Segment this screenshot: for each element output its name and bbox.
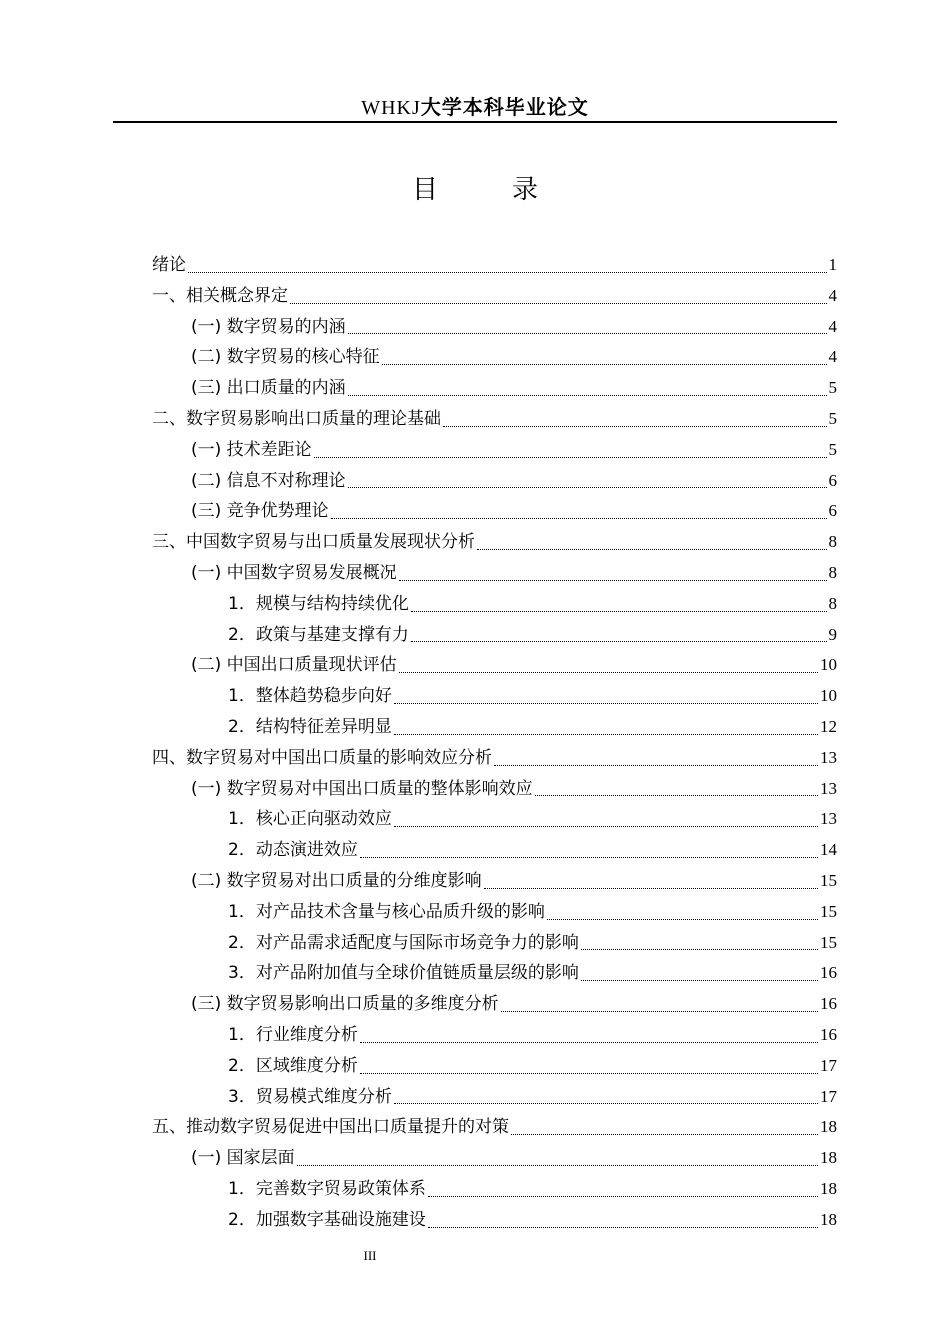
toc-entry-title: (二) 数字贸易对出口质量的分维度影响 <box>191 870 482 891</box>
dot-leader <box>297 1165 818 1166</box>
toc-entry-page: 16 <box>820 963 837 983</box>
dot-leader <box>399 580 827 581</box>
header-school-code: WHKJ <box>361 97 421 119</box>
toc-entry[interactable] <box>152 589 837 620</box>
toc-entry-page: 15 <box>820 870 837 890</box>
dot-leader <box>494 765 818 766</box>
toc-entry[interactable] <box>152 466 837 497</box>
dot-leader <box>348 395 827 396</box>
toc-entry-title: 五、推动数字贸易促进中国出口质量提升的对策 <box>152 1117 509 1138</box>
dot-leader <box>331 518 827 519</box>
toc-entry-page: 5 <box>828 378 837 398</box>
toc-entry[interactable] <box>152 558 837 589</box>
toc-entry-page: 13 <box>820 747 837 767</box>
toc-entry-title: 1．规模与结构持续优化 <box>228 593 409 614</box>
header-title: 大学本科毕业论文 <box>420 95 589 119</box>
toc-entry-title: (一) 数字贸易对中国出口质量的整体影响效应 <box>191 778 533 799</box>
toc-entry[interactable] <box>152 835 837 866</box>
toc-entry-page: 15 <box>820 901 837 921</box>
toc-entry[interactable] <box>152 373 837 404</box>
dot-leader <box>399 672 818 673</box>
toc-entry-title: 2．政策与基建支撑有力 <box>228 624 409 645</box>
toc-entry-title: (二) 信息不对称理论 <box>191 470 346 491</box>
toc-entry-page: 18 <box>820 1209 837 1229</box>
toc-entry-page: 10 <box>820 686 837 706</box>
toc-entry-title: (一) 中国数字贸易发展概况 <box>191 562 397 583</box>
toc-entry-page: 10 <box>820 655 837 675</box>
toc-entry[interactable] <box>152 312 837 343</box>
toc-entry[interactable] <box>152 404 837 435</box>
toc-entry-title: 2．区域维度分析 <box>228 1055 358 1076</box>
dot-leader <box>394 703 818 704</box>
toc-entry-page: 8 <box>828 593 837 613</box>
toc-entry-title: (二) 中国出口质量现状评估 <box>191 655 397 676</box>
toc-entry-page: 13 <box>820 809 837 829</box>
header-rule <box>113 121 837 123</box>
toc-entry-page: 5 <box>828 408 837 428</box>
dot-leader <box>428 1227 818 1228</box>
toc-entry-page: 14 <box>820 840 837 860</box>
toc-entry-page: 18 <box>820 1148 837 1168</box>
toc-entry-page: 1 <box>828 255 837 274</box>
toc-entry-page: 6 <box>828 470 837 490</box>
dot-leader <box>535 795 818 796</box>
toc-entry-page: 4 <box>828 285 837 305</box>
toc-entry-page: 4 <box>828 347 837 367</box>
toc-entry-title: 1．对产品技术含量与核心品质升级的影响 <box>228 901 545 922</box>
toc-entry-page: 17 <box>820 1086 837 1106</box>
toc-entry-title: (三) 数字贸易影响出口质量的多维度分析 <box>191 994 499 1015</box>
dot-leader <box>547 919 818 920</box>
page-number: III <box>363 1248 377 1263</box>
toc-entry[interactable] <box>152 774 837 805</box>
toc-entry[interactable] <box>152 989 837 1020</box>
toc-entry-title: 2．动态演进效应 <box>228 840 358 861</box>
dot-leader <box>394 826 818 827</box>
dot-leader <box>382 364 827 365</box>
toc-entry[interactable] <box>152 928 837 959</box>
dot-leader <box>348 487 827 488</box>
toc-entry-title: 2．加强数字基础设施建设 <box>228 1209 426 1230</box>
toc-entry-page: 12 <box>820 716 837 736</box>
toc-entry[interactable] <box>152 650 837 681</box>
toc-entry-title: 二、数字贸易影响出口质量的理论基础 <box>152 408 441 429</box>
toc-entry[interactable] <box>152 1143 837 1174</box>
toc-entry[interactable] <box>152 712 837 743</box>
toc-entry[interactable] <box>152 620 837 651</box>
toc-entry-title: 1．行业维度分析 <box>228 1024 358 1045</box>
toc-entry[interactable] <box>152 866 837 897</box>
toc-entry[interactable] <box>152 1020 837 1051</box>
dot-leader <box>348 333 827 334</box>
toc-entry-title: 四、数字贸易对中国出口质量的影响效应分析 <box>152 747 492 768</box>
toc-entry[interactable] <box>152 958 837 989</box>
toc-entry[interactable] <box>152 1051 837 1082</box>
toc-entry-title: 2．对产品需求适配度与国际市场竞争力的影响 <box>228 932 579 953</box>
toc-entry[interactable] <box>152 1205 837 1236</box>
toc-entry[interactable] <box>152 250 837 281</box>
toc-entry-title: (一) 技术差距论 <box>191 439 312 460</box>
toc-entry-page: 6 <box>828 501 837 521</box>
dot-leader <box>290 303 827 304</box>
toc-entry[interactable] <box>152 681 837 712</box>
toc-entry[interactable] <box>152 281 837 312</box>
dot-leader <box>360 857 818 858</box>
page-header <box>113 94 837 121</box>
dot-leader <box>314 457 827 458</box>
table-of-contents <box>152 250 837 1236</box>
toc-entry-title: (三) 出口质量的内涵 <box>191 378 346 399</box>
toc-entry-title: 1．核心正向驱动效应 <box>228 809 392 830</box>
toc-entry-title: 1．完善数字贸易政策体系 <box>228 1178 426 1199</box>
toc-entry-title: (三) 竞争优势理论 <box>191 501 329 522</box>
toc-entry-title: (一) 数字贸易的内涵 <box>191 316 346 337</box>
toc-entry[interactable] <box>152 1112 837 1143</box>
dot-leader <box>511 1134 818 1135</box>
dot-leader <box>188 272 827 273</box>
toc-title: 目 录 <box>411 175 562 205</box>
toc-entry-title: 2．结构特征差异明显 <box>228 716 392 737</box>
dot-leader <box>581 980 818 981</box>
toc-entry-title: 3．贸易模式维度分析 <box>228 1086 392 1107</box>
toc-entry-page: 15 <box>820 932 837 952</box>
toc-entry-title: 1．整体趋势稳步向好 <box>228 686 392 707</box>
toc-entry[interactable] <box>152 1174 837 1205</box>
toc-entry[interactable] <box>152 804 837 835</box>
dot-leader <box>428 1196 818 1197</box>
toc-entry-title: (一) 国家层面 <box>191 1148 295 1169</box>
toc-entry[interactable] <box>152 527 837 558</box>
toc-entry-title: (二) 数字贸易的核心特征 <box>191 347 380 368</box>
toc-entry[interactable] <box>152 897 837 928</box>
toc-entry-page: 8 <box>828 532 837 552</box>
toc-entry-title: 一、相关概念界定 <box>152 285 288 306</box>
toc-entry-page: 18 <box>820 1117 837 1137</box>
toc-entry-page: 13 <box>820 778 837 798</box>
dot-leader <box>411 641 827 642</box>
dot-leader <box>394 734 818 735</box>
dot-leader <box>360 1042 818 1043</box>
toc-entry-page: 4 <box>828 316 837 336</box>
toc-entry-page: 16 <box>820 1024 837 1044</box>
dot-leader <box>360 1073 818 1074</box>
toc-entry-page: 17 <box>820 1055 837 1075</box>
toc-entry[interactable] <box>152 435 837 466</box>
dot-leader <box>477 549 827 550</box>
dot-leader <box>581 949 818 950</box>
dot-leader <box>394 1103 818 1104</box>
toc-entry[interactable] <box>152 1082 837 1113</box>
toc-entry-title: 绪论 <box>152 255 186 275</box>
dot-leader <box>501 1011 818 1012</box>
toc-entry-page: 8 <box>828 562 837 582</box>
dot-leader <box>443 426 827 427</box>
toc-entry-page: 18 <box>820 1178 837 1198</box>
toc-entry[interactable] <box>152 743 837 774</box>
dot-leader <box>411 611 827 612</box>
toc-entry-page: 9 <box>828 624 837 644</box>
toc-entry-title: 3．对产品附加值与全球价值链质量层级的影响 <box>228 963 579 984</box>
toc-entry-page: 16 <box>820 994 837 1014</box>
dot-leader <box>484 888 818 889</box>
toc-entry-page: 5 <box>828 439 837 459</box>
toc-entry-title: 三、中国数字贸易与出口质量发展现状分析 <box>152 532 475 553</box>
toc-entry[interactable] <box>152 496 837 527</box>
toc-entry[interactable] <box>152 342 837 373</box>
